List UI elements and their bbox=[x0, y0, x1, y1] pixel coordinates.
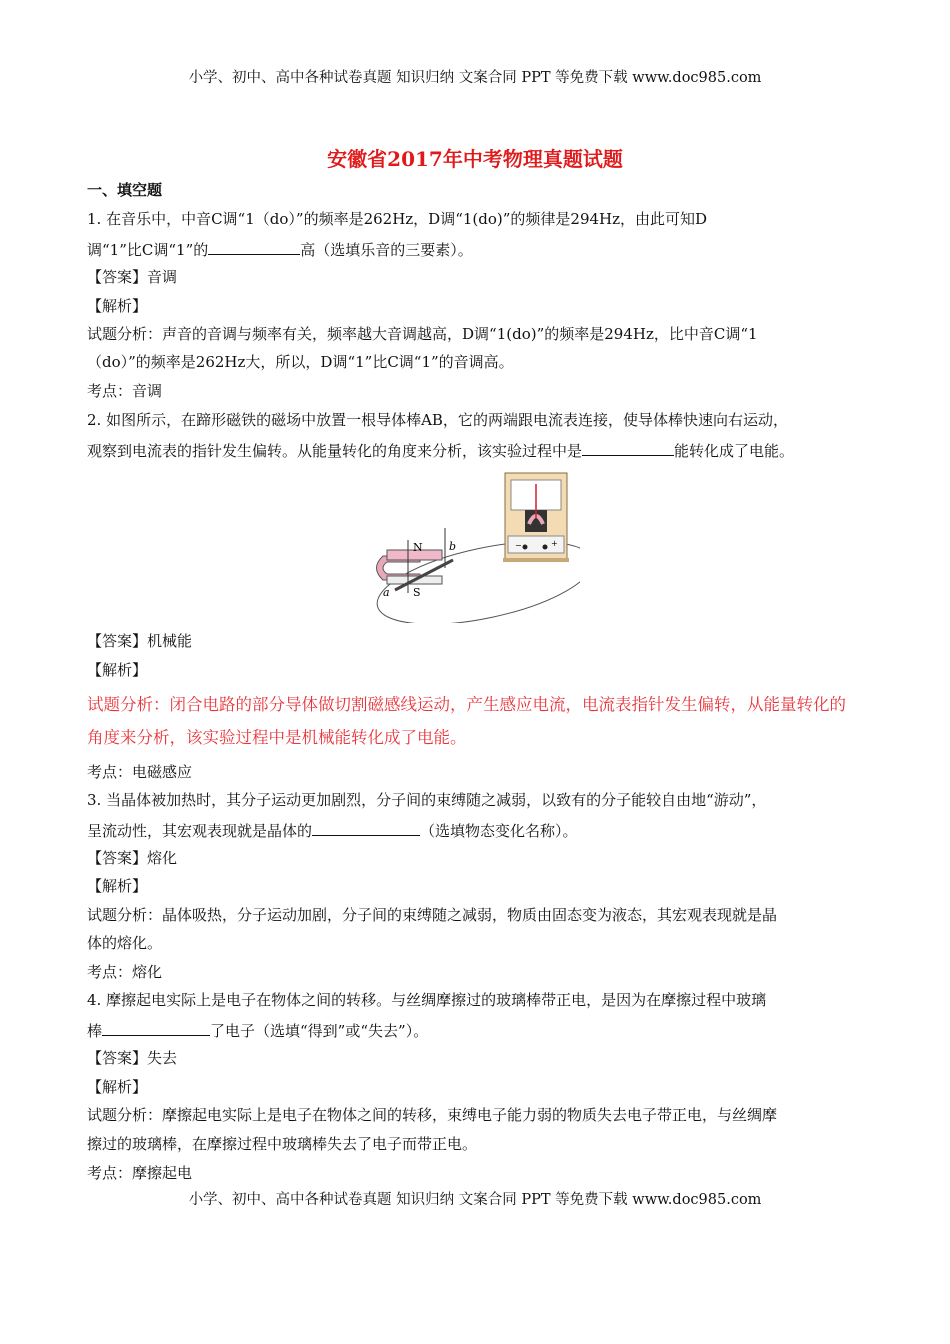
q1-blank bbox=[208, 238, 300, 255]
q4-analysis: 试题分析：摩擦起电实际上是电子在物体之间的转移，束缚电子能力弱的物质失去电子带正电，与丝绸摩 bbox=[87, 1106, 778, 1124]
q2-analysis-cont: 角度来分析，该实验过程中是机械能转化成了电能。 bbox=[87, 728, 467, 747]
q4-blank bbox=[102, 1019, 210, 1036]
page-header: 小学、初中、高中各种试卷真题 知识归纳 文案合同 PPT 等免费下载 www.doc985.com bbox=[188, 70, 762, 86]
q2-point: 考点：电磁感应 bbox=[87, 763, 193, 781]
q4-point: 考点：摩擦起电 bbox=[87, 1164, 193, 1182]
q1-text-b: 高（选填乐音的三要素）。 bbox=[300, 241, 473, 259]
q4-text-a: 棒 bbox=[87, 1022, 103, 1040]
q2-jiexi: 【解析】 bbox=[87, 661, 148, 679]
q3-text-cont bbox=[87, 819, 578, 841]
q3-analysis: 试题分析：晶体吸热，分子运动加剧，分子间的束缚随之减弱，物质由固态变为液态，其宏观表现就是晶 bbox=[87, 906, 778, 924]
label-n: N bbox=[413, 541, 423, 554]
label-b: b bbox=[449, 540, 457, 553]
label-s: S bbox=[413, 586, 421, 599]
electromagnetic-induction-figure bbox=[365, 468, 580, 623]
q1-text: 1. 在音乐中，中音C调“1（do）”的频率是262Hz，D调“1(do)”的频律是294Hz，由此可知D bbox=[87, 210, 708, 228]
q3-jiexi: 【解析】 bbox=[87, 877, 148, 895]
q2-text-cont bbox=[87, 439, 794, 461]
q4-answer: 【答案】失去 bbox=[87, 1049, 178, 1067]
q1-analysis: 试题分析：声音的音调与频率有关，频率越大音调越高，D调“1(do)”的频率是294Hz，比中音C调“1 bbox=[87, 325, 758, 343]
page-title: 安徽省2017年中考物理真题试题 bbox=[327, 147, 623, 171]
q3-blank bbox=[312, 819, 420, 836]
q3-text-a: 呈流动性，其宏观表现就是晶体的 bbox=[87, 822, 313, 840]
q2-blank bbox=[582, 439, 674, 456]
q3-answer: 【答案】熔化 bbox=[87, 849, 178, 867]
q3-text-b: （选填物态变化名称）。 bbox=[420, 822, 578, 840]
ammeter-plus: + bbox=[551, 539, 558, 548]
q1-point: 考点：音调 bbox=[87, 382, 163, 400]
q4-text-cont bbox=[87, 1019, 428, 1041]
q1-text-a: 调“1”比C调“1”的 bbox=[87, 241, 209, 259]
q2-text: 2. 如图所示，在蹄形磁铁的磁场中放置一根导体棒AB，它的两端跟电流表连接，使导体棒快速向右运动， bbox=[87, 411, 788, 429]
q2-text-a: 观察到电流表的指针发生偏转。从能量转化的角度来分析，该实验过程中是 bbox=[87, 442, 583, 460]
q4-analysis-cont: 擦过的玻璃棒，在摩擦过程中玻璃棒失去了电子而带正电。 bbox=[87, 1135, 478, 1153]
q1-text-cont bbox=[87, 238, 473, 260]
section-heading: 一、填空题 bbox=[87, 181, 163, 199]
q3-analysis-cont: 体的熔化。 bbox=[87, 934, 163, 952]
q3-text: 3. 当晶体被加热时，其分子运动更加剧烈，分子间的束缚随之减弱，以致有的分子能较自由地“游动”， bbox=[87, 791, 767, 809]
q1-answer: 【答案】音调 bbox=[87, 268, 178, 286]
q3-point: 考点：熔化 bbox=[87, 963, 163, 981]
ammeter-minus: − bbox=[515, 541, 522, 550]
ammeter bbox=[503, 473, 569, 562]
label-a: a bbox=[383, 586, 390, 599]
q2-answer: 【答案】机械能 bbox=[87, 632, 193, 650]
q2-text-b: 能转化成了电能。 bbox=[674, 442, 795, 460]
q1-jiexi: 【解析】 bbox=[87, 297, 148, 315]
q4-text: 4. 摩擦起电实际上是电子在物体之间的转移。与丝绸摩擦过的玻璃棒带正电，是因为在摩擦过程中玻璃 bbox=[87, 991, 767, 1009]
q2-analysis: 试题分析：闭合电路的部分导体做切割磁感线运动，产生感应电流，电流表指针发生偏转，从能量转化的 bbox=[87, 695, 846, 714]
q4-jiexi: 【解析】 bbox=[87, 1078, 148, 1096]
page-footer: 小学、初中、高中各种试卷真题 知识归纳 文案合同 PPT 等免费下载 www.doc985.com bbox=[188, 1192, 762, 1208]
q1-analysis-cont: （do）”的频率是262Hz大，所以，D调“1”比C调“1”的音调高。 bbox=[87, 353, 514, 371]
q4-text-b: 了电子（选填“得到”或“失去”）。 bbox=[210, 1022, 429, 1040]
horseshoe-magnet bbox=[377, 550, 443, 584]
